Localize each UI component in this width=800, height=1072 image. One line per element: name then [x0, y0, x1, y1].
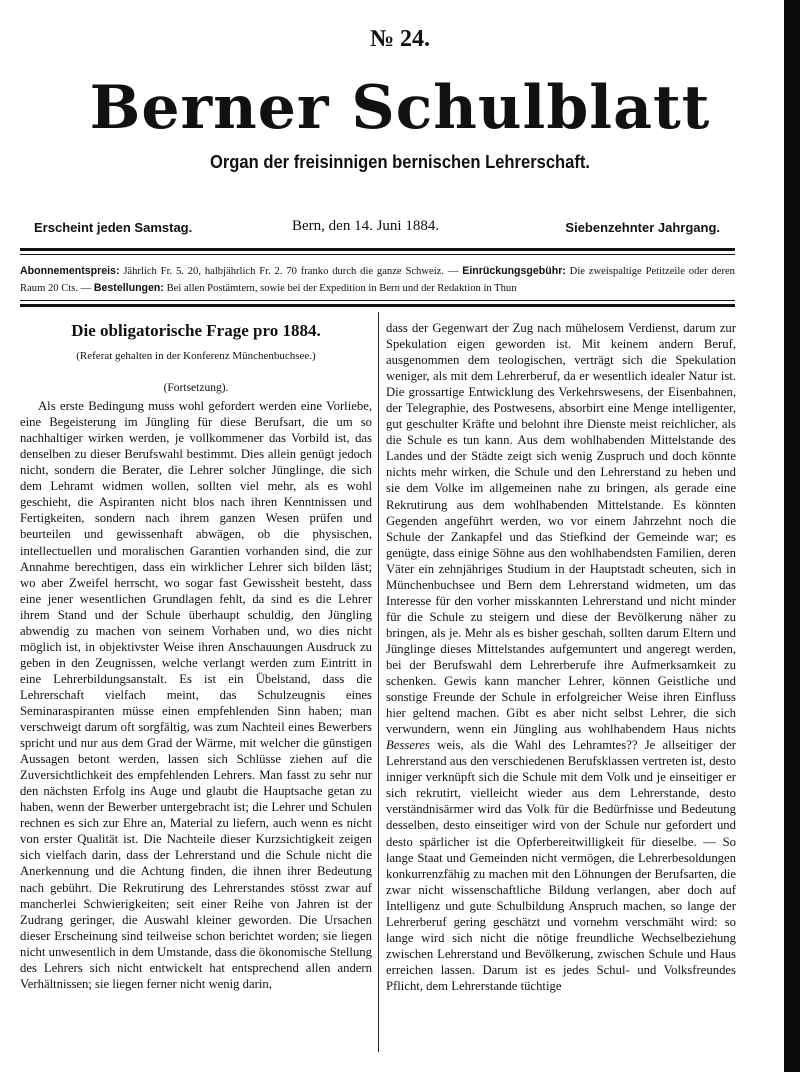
- masthead-title: Berner Schulblatt: [89, 73, 711, 143]
- left-column-text: Als erste Bedingung muss wohl gefordert werden eine Vorliebe, eine Begeisterung im Jüngling für diese Berufsart, die um so nachhaltiger wirken werden, je vollkommener das Vorbild ist, das denselben zu dieser Berufswahl bestimmt. Dies allein genügt jedoch nicht, sondern die Berater, die Lehrer solcher Jünglinge, die sich dem Lehramt widmen wollen, sollten viel mehr, als es wohl geschieht, die Aspiranten nicht blos nach ihren Kenntnissen und Fertigkeiten, sondern nach ihrem ganzen Wesen prüfen und beurteilen und gewissenhaft abwägen, ob die physischen, intellectuellen und moralischen Garantien vorhanden sind, die zur Annahme berechtigen, dass ein wirklicher Lehrer sich bilden läst; wo aber Zweifel herrscht, wo sogar fast Gewissheit besteht, dass eine jener wesentlichen Grundlagen fehlt, da sind es die Lehrer ihrem Stand und der Schule überhaupt schuldig, den Jüngling abwendig zu machen von seinem Vorhaben und, wo dies nicht möglich ist, in objektivster Weise ihren Anschauungen Ausdruck zu geben in den Zeugnissen, welche verlangt werden zum Eintritt in eine Lehrerbildungsanstalt. Es ist ein Übelstand, dass die Lehrerschaft vielfach meint, das Schulzeugnis eines Seminaraspiranten müsse einen empfehlenden Sinn haben; man verschweigt darum oft sorgfältig, was zum Nachteil eines Bewerbers spricht und nur aus dem Grad der Wärme, mit welcher die günstigen Aussagen betont werden, lassen sich Schlüsse ziehen auf die Zuversichtlichkeit des empfehlenden Lehrers. Man fasst zu sehr nur den nächsten Erfolg ins Auge und glaubt die Hauptsache getan zu haben, wenn der Bewerber untergebracht ist; die Lehrer und Schulen rechnen es sich zur Ehre an, Material zu liefern, auch wenn es nicht von erster Qualität ist. Die Nachteile dieser Kurzsichtigkeit zeigen sich vielfach darin, dass der Lehrerstand und die Schule nicht die Anerkennung und die Achtung finden, die ihnen ihrer Bedeutung nach gebührt. Die Rekrutirung des Lehrerstandes stösst zwar auf mancherlei Schwierigkeiten; seit einer Reihe von Jahren ist der Zudrang geringer, die Auswahl kleiner geworden. Die Ursachen dieser Erscheinung sind teilweise schon berichtet worden; sie liegen nicht unwesentlich in dem Umstande, dass die ökonomische Stellung des Lehrers sich nicht entwickelt hat entsprechend allen andern Verhältnissen; sie liegen ferner nicht wenig darin,: [20, 399, 372, 991]
- subscription-rule-2: [20, 304, 735, 307]
- emphasized-word: Besseres: [386, 738, 430, 753]
- order-text: Bei allen Postämtern, sowie bei der Expedition in Bern und der Redaktion in Thun: [166, 283, 517, 294]
- column-divider: [378, 312, 379, 1052]
- scan-edge: [784, 0, 800, 1072]
- price-label: Abonnementspreis:: [20, 265, 120, 277]
- price-text: Jährlich Fr. 5. 20, halbjährlich Fr. 2. 70 franko durch die ganze Schweiz. —: [123, 266, 459, 277]
- right-column: [386, 320, 736, 994]
- insert-fee-text: Die zweispaltige Petitzeile oder deren Raum 20 Cts. —: [20, 266, 735, 294]
- order-label: Bestellungen:: [93, 282, 164, 294]
- left-column: [20, 320, 372, 992]
- article-note: (Referat gehalten in der Konferenz Münchenbuchsee.): [76, 350, 316, 362]
- subscription-rule-1: [20, 300, 735, 301]
- issue-number: № 24.: [369, 26, 431, 52]
- continuation-label: (Fortsetzung).: [163, 382, 229, 395]
- publication-schedule: Erscheint jeden Samstag.: [34, 220, 193, 235]
- dateline: Bern, den 14. Juni 1884.: [292, 218, 440, 234]
- insert-fee-label: Einrückungsgebühr:: [462, 265, 566, 277]
- header-rule-inner: [20, 254, 735, 255]
- header-rule-top: [20, 248, 735, 251]
- info-bar: [34, 220, 720, 242]
- masthead-subtitle: Organ der freisinnigen bernischen Lehrerschaft.: [209, 152, 591, 172]
- right-text-part-2: weis, als die Wahl des Lehramtes?? Je allseitiger der Lehrerstand aus den verschiedenen Berufsklassen vertreten ist, desto inniger verknüpft sich die Schule mit dem Volk und je einseitiger er sich rekrutirt, vielleicht wieder aus dem Lehrerstande, desto verständnisärmer wird das Volk für die Bedürfnisse und Bedeutung desselben, desto einseitiger wird von der Schule nur gefordert und desto spärlicher ist die Opferbereitwilligkeit für dieselbe. — So lange Staat und Gemeinden nicht vermögen, die Lehrerbesoldungen konkurrenzfähig zu machen mit den Löhnungen der Berufsarten, die zwar nicht wissenschaftliche Bildung verlangen, aber doch auf Intelligenz und gute Schulbildung Anspruch machen, so lange der Lehrerberuf gering geschätzt und vornehm verschmäht wird: so lange wird sich nicht die nötige freundliche Wechselbeziehung zwischen Lehrerstand und Bevölkerung, zwischen Schule und Haus erreichen lassen. Darum ist es jedes Schul- und Volksfreundes Pflicht, dem Lehrerstande tüchtige: [386, 738, 737, 993]
- subscription-info: [20, 263, 735, 297]
- volume-label: Siebenzehnter Jahrgang.: [565, 220, 720, 235]
- article-title: Die obligatorische Frage pro 1884.: [71, 321, 321, 340]
- right-column-text: [386, 320, 736, 994]
- right-text-part-1: dass der Gegenwart der Zug nach mühelosem Verdienst, darum zur Spekulation eigen geworden ist. Mit keinem andern Beruf, ausgenommen dem teologischen, verträgt sich die Spekulation weniger, als mit dem Lehrerberuf, da er wesentlich idealer Natur ist. Die grossartige Entwicklung des Verkehrswesens, der Eisenbahnen, der Telegraphie, des Postwesens, absorbirt eine Menge intelligenter, gut geschulter Kräfte und belohnt ihre Dienste meist reichlicher, als die Schule es tun kann. Aus dem wohlhabenden Mittelstande des Landes und der Städte zeigt sich wenig Zuspruch und doch könnte nichts mehr wirken, die Schule und den Lehrerstand zu heben und sie dem Volke im allgemeinen nahe zu bringen, als gerade eine Rekrutirung aus dem wohlhabenden Mittelstande. Es könnten Gegenden angeführt werden, wo vor einem Jahrzehnt noch die Schule der Zankapfel und das Stiefkind der Gemeinde war; es genügte, dass einige Söhne aus den wohlhabendsten Familien, deren Väter ein zehnjähriges Studium in der Hauptstadt scheuten, sich in Münchenbuchsee und Bern dem Lehrerstand widmeten, um das Interesse für den vorher misskannten Lehrerstand und nicht minder für die Schule zu steigern und diese der Bevölkerung näher zu bringen, als je. Mehr als es bisher geschah, sollten darum Eltern und Jünglinge dieses Mittelstandes aufgemuntert und angeregt werden, bei der Berufswahl dem Lehrerberufe ihre Aufmerksamkeit zu schenken. Gewis kann mancher Lehrer, können Geistliche und sonstige Freunde der Schule in erfolgreicher Weise ihren Einfluss hier geltend machen. Gibt es aber nicht selbst Lehrer, die sich verwundern, wenn ein Jüngling aus wohlhabendem Haus nichts: [386, 321, 736, 737]
